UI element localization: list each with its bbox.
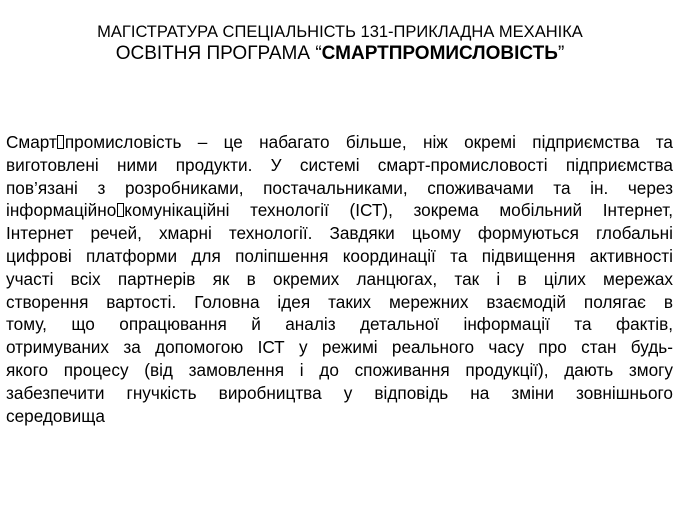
paragraph-line-1	[6, 131, 673, 154]
paragraph-line-1-start: Смарт	[6, 132, 57, 152]
paragraph-line-11: якого процесу (від замовлення і до споживання продукції), дають змогу	[6, 359, 673, 380]
paragraph-line-1-end: промисловість – це набагато більше, ніж окремі підприємства та	[64, 132, 673, 152]
missing-glyph-box-icon	[117, 203, 124, 217]
paragraph-line-12: забезпечити гнучкість виробництва у відповідь на зміни зовнішнього	[6, 382, 673, 403]
header-program-name: СМАРТПРОМИСЛОВІСТЬ	[321, 43, 558, 64]
paragraph-line-9: тому, що опрацювання й аналіз детальної інформації та фактів,	[6, 314, 673, 335]
paragraph-line-10: отримуваних за допомогою ІСТ у режимі реального часу про стан будь-	[6, 337, 673, 358]
slide-header	[0, 22, 680, 66]
header-specialty-line: МАГІСТРАТУРА СПЕЦІАЛЬНІСТЬ 131-ПРИКЛАДНА МЕХАНІКА	[97, 23, 583, 41]
paragraph-line-7: участі всіх партнерів як в окремих ланцюгах, так і в цілих мережах	[6, 268, 673, 289]
header-program-suffix: ”	[557, 43, 565, 64]
paragraph-line-5: Інтернет речей, хмарні технології. Завдяки цьому формуються глобальні	[6, 223, 673, 244]
paragraph-line-4-start: інформаційно	[6, 200, 117, 221]
paragraph-line-3: пов’язані з розробниками, постачальниками, споживачами та ін. через	[6, 177, 673, 198]
body-paragraph	[6, 131, 673, 427]
paragraph-line-13: середовища	[6, 405, 105, 426]
paragraph-line-4-end: комунікаційні технології (ІСТ), зокрема мобільний Інтернет,	[124, 200, 673, 221]
paragraph-line-4	[6, 199, 673, 222]
missing-glyph-box-icon	[57, 135, 64, 149]
header-program-line	[0, 42, 680, 66]
paragraph-line-8: створення вартості. Головна ідея таких мережних взаємодій полягає в	[6, 291, 673, 312]
paragraph-line-6: цифрові платформи для поліпшення координації та підвищення активності	[6, 245, 673, 266]
header-program-prefix: ОСВІТНЯ ПРОГРАМА “	[115, 43, 322, 64]
paragraph-line-2: виготовлені ними продукти. У системі смарт-промисловості підприємства	[6, 154, 673, 175]
